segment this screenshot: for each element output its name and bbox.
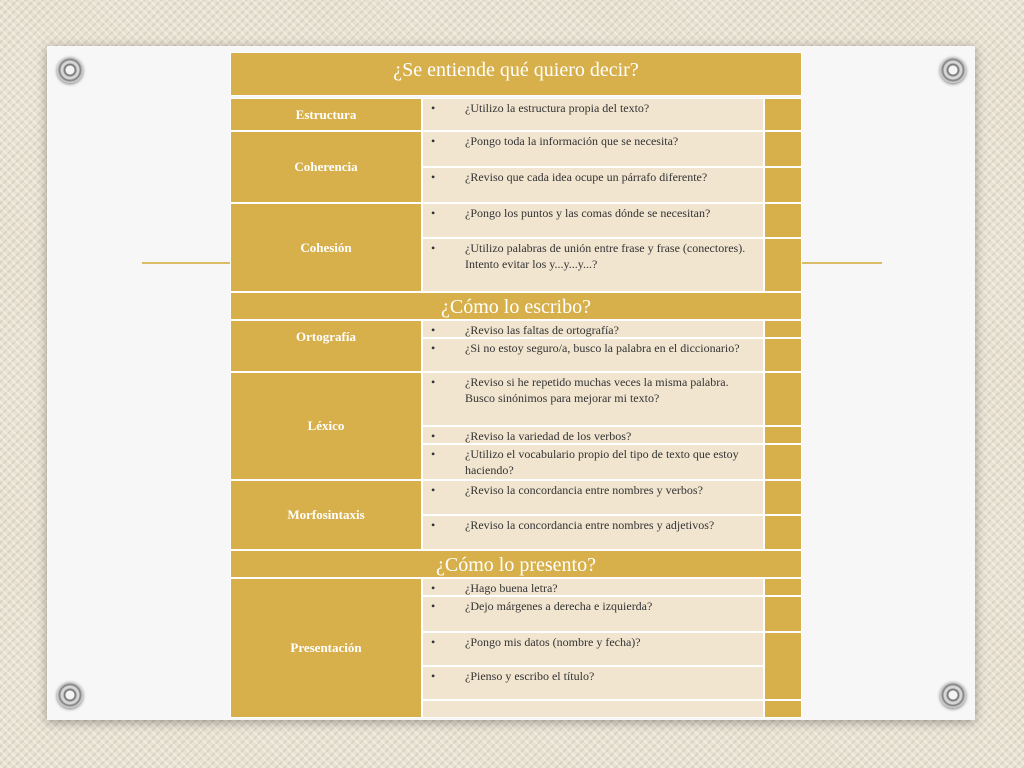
checklist-item (422, 238, 764, 292)
item-text: ¿Reviso la concordancia entre nombres y adjetivos? (465, 518, 715, 532)
check-cell[interactable] (764, 203, 802, 238)
decorative-rule-left (142, 262, 230, 264)
check-cell[interactable] (764, 596, 802, 632)
item-text: ¿Reviso si he repetido muchas veces la misma palabra. Busco sinónimos para mejorar mi texto? (465, 375, 729, 405)
category-label: Léxico (230, 372, 422, 480)
checklist-item (422, 426, 764, 444)
checklist-item (422, 578, 764, 596)
bullet-icon: • (431, 206, 436, 220)
bullet-icon: • (431, 429, 436, 443)
checklist-item (422, 372, 764, 426)
check-cell[interactable] (764, 480, 802, 515)
item-text: ¿Reviso la concordancia entre nombres y verbos? (465, 483, 703, 497)
checklist-item (422, 515, 764, 550)
checklist-item (422, 596, 764, 632)
bullet-icon: • (431, 581, 436, 595)
bullet-icon: • (431, 447, 436, 461)
bullet-icon: • (431, 669, 436, 683)
bullet-icon: • (431, 599, 436, 613)
category-label: Morfosintaxis (230, 480, 422, 550)
category-label: Estructura (230, 98, 422, 131)
bullet-icon: • (431, 134, 436, 148)
section-title: ¿Cómo lo escribo? (230, 292, 802, 320)
section-title: ¿Se entiende qué quiero decir? (230, 52, 802, 96)
section-title: ¿Cómo lo presento? (230, 550, 802, 578)
screw-icon (57, 57, 83, 83)
checklist-item (422, 480, 764, 515)
check-cell[interactable] (764, 131, 802, 167)
item-text: ¿Si no estoy seguro/a, busco la palabra en el diccionario? (465, 341, 740, 355)
empty-item-cell (422, 700, 764, 718)
checklist-item (422, 131, 764, 167)
check-cell[interactable] (764, 338, 802, 372)
screw-icon (57, 682, 83, 708)
check-cell[interactable] (764, 632, 802, 700)
item-text: ¿Pongo toda la información que se necesita? (465, 134, 679, 148)
bullet-icon: • (431, 518, 436, 532)
screw-icon (940, 57, 966, 83)
checklist-item (422, 666, 764, 700)
bullet-icon: • (431, 483, 436, 497)
category-label: Presentación (230, 578, 422, 718)
item-text: ¿Reviso que cada idea ocupe un párrafo diferente? (465, 170, 708, 184)
check-cell[interactable] (764, 444, 802, 480)
item-text: ¿Pongo mis datos (nombre y fecha)? (465, 635, 641, 649)
check-cell[interactable] (764, 578, 802, 596)
item-text: ¿Reviso las faltas de ortografía? (465, 323, 619, 337)
bullet-icon: • (431, 241, 436, 255)
bullet-icon: • (431, 341, 436, 355)
check-cell[interactable] (764, 167, 802, 203)
checklist-item (422, 167, 764, 203)
checklist-item (422, 98, 764, 131)
bullet-icon: • (431, 635, 436, 649)
check-cell[interactable] (764, 238, 802, 292)
checklist-item (422, 203, 764, 238)
checklist-item (422, 338, 764, 372)
item-text: ¿Utilizo la estructura propia del texto? (465, 101, 650, 115)
check-cell[interactable] (764, 700, 802, 718)
item-text: ¿Pongo los puntos y las comas dónde se necesitan? (465, 206, 711, 220)
item-text: ¿Utilizo el vocabulario propio del tipo de texto que estoy haciendo? (465, 447, 739, 477)
check-cell[interactable] (764, 320, 802, 338)
category-label: Ortografía (230, 320, 422, 372)
checklist-table (230, 52, 802, 718)
item-text: ¿Pienso y escribo el título? (465, 669, 595, 683)
bullet-icon: • (431, 101, 436, 115)
item-text: ¿Dejo márgenes a derecha e izquierda? (465, 599, 653, 613)
item-text: ¿Reviso la variedad de los verbos? (465, 429, 632, 443)
category-label: Coherencia (230, 131, 422, 203)
bullet-icon: • (431, 323, 436, 337)
item-text: ¿Utilizo palabras de unión entre frase y frase (conectores). Intento evitar los y...y...y...? (465, 241, 746, 271)
checklist-item (422, 320, 764, 338)
check-cell[interactable] (764, 372, 802, 426)
checklist-item (422, 444, 764, 480)
check-cell[interactable] (764, 426, 802, 444)
category-label: Cohesión (230, 203, 422, 292)
check-cell[interactable] (764, 515, 802, 550)
bullet-icon: • (431, 375, 436, 389)
screw-icon (940, 682, 966, 708)
bullet-icon: • (431, 170, 436, 184)
decorative-rule-right (802, 262, 882, 264)
item-text: ¿Hago buena letra? (465, 581, 558, 595)
checklist-item (422, 632, 764, 666)
check-cell[interactable] (764, 98, 802, 131)
